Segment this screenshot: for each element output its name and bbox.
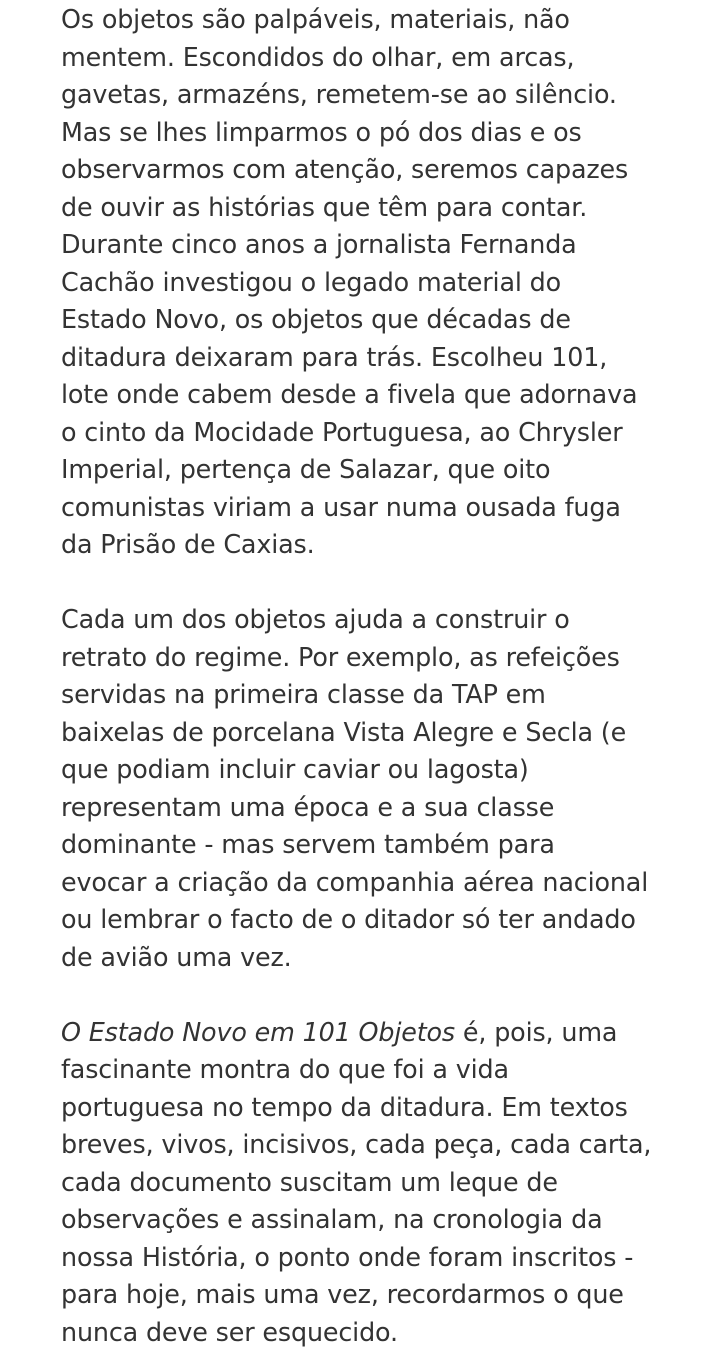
text-line — [61, 1014, 671, 1052]
description-paragraph-2 — [61, 601, 671, 976]
text-line: comunistas viriam a usar numa ousada fuga — [61, 489, 671, 527]
text-line: mentem. Escondidos do olhar, em arcas, — [61, 39, 671, 77]
text-line: de avião uma vez. — [61, 939, 671, 977]
text-line: Durante cinco anos a jornalista Fernanda — [61, 226, 671, 264]
text-segment: é, pois, uma — [455, 1017, 617, 1047]
text-line: que podiam incluir caviar ou lagosta) — [61, 751, 671, 789]
description-paragraph-3 — [61, 1014, 671, 1351]
text-line: para hoje, mais uma vez, recordarmos o que — [61, 1276, 671, 1314]
text-line: o cinto da Mocidade Portuguesa, ao Chrysler — [61, 414, 671, 452]
text-line: de ouvir as histórias que têm para contar. — [61, 189, 671, 227]
text-line: Os objetos são palpáveis, materiais, não — [61, 1, 671, 39]
text-line: baixelas de porcelana Vista Alegre e Secla (e — [61, 714, 671, 752]
text-line: nossa História, o ponto onde foram inscritos - — [61, 1239, 671, 1277]
text-line: retrato do regime. Por exemplo, as refeições — [61, 639, 671, 677]
text-line: da Prisão de Caxias. — [61, 526, 671, 564]
text-line: ou lembrar o facto de o ditador só ter andado — [61, 901, 671, 939]
text-line: fascinante montra do que foi a vida — [61, 1051, 671, 1089]
text-line: observações e assinalam, na cronologia da — [61, 1201, 671, 1239]
text-line: evocar a criação da companhia aérea nacional — [61, 864, 671, 902]
book-title: O Estado Novo em 101 Objetos — [61, 1017, 455, 1047]
book-description — [61, 1, 671, 1351]
text-line: representam uma época e a sua classe — [61, 789, 671, 827]
text-line: ditadura deixaram para trás. Escolheu 101, — [61, 339, 671, 377]
description-paragraph-1 — [61, 1, 671, 564]
text-line: cada documento suscitam um leque de — [61, 1164, 671, 1202]
text-line: Estado Novo, os objetos que décadas de — [61, 301, 671, 339]
text-line: portuguesa no tempo da ditadura. Em textos — [61, 1089, 671, 1127]
text-line: servidas na primeira classe da TAP em — [61, 676, 671, 714]
text-line: Imperial, pertença de Salazar, que oito — [61, 451, 671, 489]
text-line: Mas se lhes limparmos o pó dos dias e os — [61, 114, 671, 152]
text-line: lote onde cabem desde a fivela que adornava — [61, 376, 671, 414]
paragraph-break — [61, 976, 671, 1014]
paragraph-break — [61, 564, 671, 602]
text-line: gavetas, armazéns, remetem-se ao silêncio. — [61, 76, 671, 114]
text-line: observarmos com atenção, seremos capazes — [61, 151, 671, 189]
text-line: nunca deve ser esquecido. — [61, 1314, 671, 1351]
text-line: Cada um dos objetos ajuda a construir o — [61, 601, 671, 639]
text-line: Cachão investigou o legado material do — [61, 264, 671, 302]
text-line: breves, vivos, incisivos, cada peça, cada carta, — [61, 1126, 671, 1164]
text-line: dominante - mas servem também para — [61, 826, 671, 864]
